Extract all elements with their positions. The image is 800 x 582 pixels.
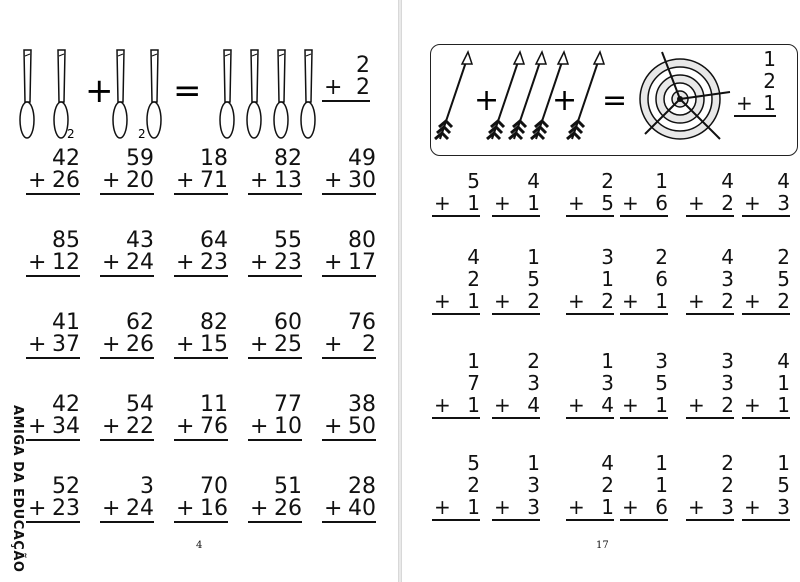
plus-sign: + <box>568 393 585 417</box>
addition-problem <box>170 476 228 523</box>
plus-sign: + <box>324 75 343 100</box>
addend-bottom: + 1 <box>428 192 480 214</box>
addition-problem <box>170 148 228 195</box>
addend: 42 <box>52 392 80 417</box>
addend-bottom: + 2 <box>682 192 734 214</box>
addend-bottom: + 2 <box>682 394 734 416</box>
addition-problem <box>738 350 790 419</box>
addend: 2 <box>721 451 734 475</box>
addend: 7 <box>467 371 480 395</box>
sum-line <box>734 115 776 117</box>
addend: 3 <box>721 267 734 291</box>
right-page <box>402 0 800 582</box>
addend: 4 <box>467 245 480 269</box>
plus-sign: + <box>250 414 269 439</box>
addend-bottom: + 1 <box>428 496 480 518</box>
addition-problem <box>22 312 80 359</box>
addition-problem <box>562 350 614 419</box>
sum-line <box>100 275 154 277</box>
addend: 1 <box>601 349 614 373</box>
plus-sign: + <box>28 168 47 193</box>
page-number-right: 17 <box>596 540 609 551</box>
addition-problem <box>738 170 790 217</box>
arrow-icon <box>435 52 472 139</box>
addend: 1 <box>763 47 776 71</box>
sum-line <box>492 313 540 315</box>
addend-bottom: + 23 <box>244 252 302 274</box>
plus-sign: + <box>688 495 705 519</box>
addend-bottom: + 71 <box>170 170 228 192</box>
sum-line <box>432 313 480 315</box>
plus-sign: + <box>434 393 451 417</box>
plus-sign: + <box>102 168 121 193</box>
addend: 1 <box>777 451 790 475</box>
addition-problem <box>488 350 540 419</box>
addition-problem <box>318 230 376 277</box>
sum-line <box>620 313 668 315</box>
sum-line <box>100 193 154 195</box>
addend-bottom: + 3 <box>488 496 540 518</box>
addend-bottom: + 13 <box>244 170 302 192</box>
sum-line <box>686 519 734 521</box>
plus-sign: + <box>744 393 761 417</box>
addition-problem <box>318 476 376 523</box>
sum-line <box>432 215 480 217</box>
addend: 2 <box>467 473 480 497</box>
addend: 3 <box>721 371 734 395</box>
addend-bottom: + 40 <box>318 498 376 520</box>
addend: 1 <box>601 267 614 291</box>
addend-bottom: + 23 <box>22 498 80 520</box>
addend: 3 <box>140 474 154 499</box>
addend: 1 <box>655 169 668 193</box>
plus-sign: + <box>552 83 578 118</box>
plus-sign: + <box>434 289 451 313</box>
addend-bottom: + 1 <box>562 496 614 518</box>
sum-line <box>566 313 614 315</box>
addend-bottom: + 1 <box>616 290 668 312</box>
addition-problem <box>616 246 668 315</box>
plus-sign: + <box>494 495 511 519</box>
addition-problem <box>318 394 376 441</box>
addend: 1 <box>527 245 540 269</box>
plus-sign: + <box>176 414 195 439</box>
addend: 4 <box>721 245 734 269</box>
addition-problem <box>488 452 540 521</box>
addend: 5 <box>467 169 480 193</box>
addend: 42 <box>52 146 80 171</box>
sum-line <box>322 100 370 102</box>
addition-problem <box>738 452 790 521</box>
plus-sign: + <box>474 83 500 118</box>
addend: 2 <box>655 245 668 269</box>
addition-problem <box>244 148 302 195</box>
sum-line <box>174 439 228 441</box>
spoon-icon <box>274 50 288 138</box>
plus-sign: + <box>176 496 195 521</box>
addend-bottom: + 24 <box>96 252 154 274</box>
sum-line <box>248 275 302 277</box>
addition-problem <box>244 312 302 359</box>
addend: 28 <box>348 474 376 499</box>
plus-sign: + <box>568 289 585 313</box>
addend-bottom: + 1 <box>488 192 540 214</box>
addend: 60 <box>274 310 302 335</box>
addend: 2 <box>527 349 540 373</box>
addend-bottom: + 26 <box>22 170 80 192</box>
addend: 43 <box>126 228 154 253</box>
plus-sign: + <box>434 191 451 215</box>
addend: 55 <box>274 228 302 253</box>
addend: 62 <box>126 310 154 335</box>
addend: 3 <box>721 349 734 373</box>
plus-sign: + <box>744 495 761 519</box>
addition-problem <box>616 452 668 521</box>
addition-problem <box>428 170 480 217</box>
spoon-count-label: 2 <box>138 127 146 141</box>
sum-line <box>26 357 80 359</box>
addend-bottom: + 34 <box>22 416 80 438</box>
addend-bottom: + 1 <box>428 394 480 416</box>
addition-problem <box>244 476 302 523</box>
side-credit-text: AMIGA DA EDUCAÇÃO <box>10 405 25 573</box>
addend-bottom: + 26 <box>96 334 154 356</box>
sum-line <box>174 193 228 195</box>
plus-sign: + <box>622 495 639 519</box>
sum-line <box>100 439 154 441</box>
sum-line <box>248 357 302 359</box>
addend-bottom: + 26 <box>244 498 302 520</box>
addend-bottom: + 37 <box>22 334 80 356</box>
sum-line <box>492 519 540 521</box>
sum-line <box>742 215 790 217</box>
plus-sign: + <box>434 495 451 519</box>
addend-bottom: + 25 <box>244 334 302 356</box>
addend: 2 <box>356 53 370 78</box>
addend: 49 <box>348 146 376 171</box>
sum-line <box>174 521 228 523</box>
addend-bottom: + 1 <box>428 290 480 312</box>
addend: 82 <box>200 310 228 335</box>
addend: 4 <box>601 451 614 475</box>
sum-line <box>248 521 302 523</box>
addend-bottom: + 2 <box>318 77 370 99</box>
addend: 70 <box>200 474 228 499</box>
sum-line <box>742 313 790 315</box>
addend-bottom: + 6 <box>616 496 668 518</box>
plus-sign: + <box>324 250 343 275</box>
addition-problem <box>318 55 370 102</box>
spoon-icon <box>20 50 34 138</box>
addition-problem <box>96 230 154 277</box>
sum-line <box>566 519 614 521</box>
plus-sign: + <box>744 191 761 215</box>
addend: 38 <box>348 392 376 417</box>
sum-line <box>248 439 302 441</box>
plus-sign: + <box>28 250 47 275</box>
plus-sign: + <box>324 332 343 357</box>
sum-line <box>566 215 614 217</box>
addend-bottom: + 2 <box>682 290 734 312</box>
addend-bottom: + 3 <box>682 496 734 518</box>
addend: 4 <box>777 349 790 373</box>
addend-bottom: + 76 <box>170 416 228 438</box>
addend-bottom: + 16 <box>170 498 228 520</box>
plus-sign: + <box>176 250 195 275</box>
addition-problem <box>682 350 734 419</box>
addend-bottom: + 1 <box>738 394 790 416</box>
addition-problem <box>428 350 480 419</box>
addend: 3 <box>527 473 540 497</box>
equals-sign: = <box>602 83 628 118</box>
addend-bottom: + 2 <box>318 334 376 356</box>
addend: 18 <box>200 146 228 171</box>
sum-line <box>566 417 614 419</box>
sum-line <box>686 215 734 217</box>
addition-problem <box>682 170 734 217</box>
addend: 1 <box>777 371 790 395</box>
addend-bottom: + 20 <box>96 170 154 192</box>
addend-bottom: + 3 <box>738 192 790 214</box>
sum-line <box>100 521 154 523</box>
addend-bottom: + 50 <box>318 416 376 438</box>
addend: 2 <box>601 473 614 497</box>
plus-sign: + <box>622 289 639 313</box>
addend-bottom: + 30 <box>318 170 376 192</box>
addend: 59 <box>126 146 154 171</box>
spoons-svg <box>15 40 315 150</box>
sum-line <box>620 417 668 419</box>
addend-bottom: + 1 <box>730 92 776 114</box>
plus-sign: + <box>324 414 343 439</box>
sum-line <box>322 357 376 359</box>
addition-problem <box>488 246 540 315</box>
plus-sign: + <box>324 168 343 193</box>
sum-line <box>174 357 228 359</box>
plus-sign: + <box>102 496 121 521</box>
addend-bottom: + 3 <box>738 496 790 518</box>
plus-sign: + <box>85 71 114 111</box>
addition-problem <box>96 148 154 195</box>
plus-sign: + <box>102 332 121 357</box>
sum-line <box>100 357 154 359</box>
addend-bottom: + 2 <box>738 290 790 312</box>
addend-bottom: + 2 <box>488 290 540 312</box>
addition-problem <box>170 312 228 359</box>
addend: 4 <box>777 169 790 193</box>
plus-sign: + <box>494 289 511 313</box>
addition-problem <box>244 230 302 277</box>
addend: 3 <box>601 245 614 269</box>
sum-line <box>742 519 790 521</box>
addend: 85 <box>52 228 80 253</box>
plus-sign: + <box>494 393 511 417</box>
addend: 2 <box>777 245 790 269</box>
addition-problem <box>738 246 790 315</box>
addend: 4 <box>721 169 734 193</box>
addend-bottom: + 12 <box>22 252 80 274</box>
addition-problem <box>428 452 480 521</box>
plus-sign: + <box>494 191 511 215</box>
spoon-icon <box>247 50 261 138</box>
addition-problem <box>318 148 376 195</box>
addend-bottom: + 24 <box>96 498 154 520</box>
sum-line <box>26 439 80 441</box>
addend: 4 <box>527 169 540 193</box>
plus-sign: + <box>250 250 269 275</box>
plus-sign: + <box>28 414 47 439</box>
addend: 1 <box>527 451 540 475</box>
sum-line <box>742 417 790 419</box>
sum-line <box>620 519 668 521</box>
addition-problem <box>96 394 154 441</box>
sum-line <box>432 519 480 521</box>
spoon-icon <box>113 50 127 138</box>
addend-bottom: + 1 <box>616 394 668 416</box>
addition-problem <box>22 476 80 523</box>
addition-problem <box>562 246 614 315</box>
addition-problem <box>22 148 80 195</box>
sum-line <box>620 215 668 217</box>
addend: 2 <box>601 169 614 193</box>
addend: 5 <box>527 267 540 291</box>
addend: 51 <box>274 474 302 499</box>
addend: 41 <box>52 310 80 335</box>
addend: 64 <box>200 228 228 253</box>
addition-problem <box>318 312 376 359</box>
plus-sign: + <box>688 191 705 215</box>
plus-sign: + <box>688 393 705 417</box>
addition-problem <box>488 170 540 217</box>
addition-problem <box>616 170 668 217</box>
addend-bottom: + 4 <box>488 394 540 416</box>
addend: 5 <box>467 451 480 475</box>
addition-problem <box>96 476 154 523</box>
plus-sign: + <box>568 191 585 215</box>
target-icon <box>640 52 730 139</box>
addition-problem <box>616 350 668 419</box>
equals-sign: = <box>173 71 202 111</box>
addend: 2 <box>763 69 776 93</box>
addition-problem <box>730 48 776 117</box>
plus-sign: + <box>736 91 753 115</box>
sum-line <box>322 521 376 523</box>
spoon-icon <box>147 50 161 138</box>
sum-line <box>322 275 376 277</box>
addend-bottom: + 22 <box>96 416 154 438</box>
spoon-icon <box>220 50 234 138</box>
spoon-icon <box>301 50 315 138</box>
addend: 11 <box>200 392 228 417</box>
addition-problem <box>428 246 480 315</box>
spoon-icon <box>54 50 68 138</box>
addend: 1 <box>655 451 668 475</box>
plus-sign: + <box>102 250 121 275</box>
plus-sign: + <box>28 496 47 521</box>
addend: 3 <box>527 371 540 395</box>
addend: 2 <box>721 473 734 497</box>
plus-sign: + <box>250 496 269 521</box>
addend: 3 <box>601 371 614 395</box>
addend-bottom: + 10 <box>244 416 302 438</box>
addition-problem <box>244 394 302 441</box>
addend: 2 <box>467 267 480 291</box>
addend: 77 <box>274 392 302 417</box>
plus-sign: + <box>250 168 269 193</box>
plus-sign: + <box>568 495 585 519</box>
addition-problem <box>562 170 614 217</box>
addend-bottom: + 4 <box>562 394 614 416</box>
sum-line <box>174 275 228 277</box>
sum-line <box>492 215 540 217</box>
addition-problem <box>682 246 734 315</box>
addition-problem <box>170 394 228 441</box>
sum-line <box>686 417 734 419</box>
addend-bottom: + 17 <box>318 252 376 274</box>
addend-bottom: + 5 <box>562 192 614 214</box>
addition-problem <box>96 312 154 359</box>
addend: 52 <box>52 474 80 499</box>
plus-sign: + <box>744 289 761 313</box>
addend: 5 <box>777 473 790 497</box>
sum-line <box>26 275 80 277</box>
spoon-count-label: 2 <box>67 127 75 141</box>
sum-line <box>248 193 302 195</box>
addend: 5 <box>655 371 668 395</box>
plus-sign: + <box>102 414 121 439</box>
sum-line <box>26 193 80 195</box>
addition-problem <box>682 452 734 521</box>
addend: 3 <box>655 349 668 373</box>
plus-sign: + <box>176 332 195 357</box>
addition-problem <box>562 452 614 521</box>
plus-sign: + <box>688 289 705 313</box>
sum-line <box>686 313 734 315</box>
left-page <box>0 0 398 582</box>
addend: 76 <box>348 310 376 335</box>
addition-problem <box>22 394 80 441</box>
addend: 1 <box>467 349 480 373</box>
plus-sign: + <box>250 332 269 357</box>
plus-sign: + <box>28 332 47 357</box>
addend-bottom: + 23 <box>170 252 228 274</box>
plus-sign: + <box>622 191 639 215</box>
addend: 6 <box>655 267 668 291</box>
plus-sign: + <box>622 393 639 417</box>
addition-problem <box>22 230 80 277</box>
addition-problem <box>170 230 228 277</box>
addend: 5 <box>777 267 790 291</box>
arrows-target-svg <box>430 44 760 154</box>
addend: 82 <box>274 146 302 171</box>
page-number-left: 4 <box>196 540 203 551</box>
addend-bottom: + 15 <box>170 334 228 356</box>
addend: 80 <box>348 228 376 253</box>
sum-line <box>322 193 376 195</box>
plus-sign: + <box>324 496 343 521</box>
addend-bottom: + 6 <box>616 192 668 214</box>
sum-line <box>322 439 376 441</box>
addend: 1 <box>655 473 668 497</box>
sum-line <box>26 521 80 523</box>
addend: 54 <box>126 392 154 417</box>
sum-line <box>432 417 480 419</box>
plus-sign: + <box>176 168 195 193</box>
sum-line <box>492 417 540 419</box>
addend-bottom: + 2 <box>562 290 614 312</box>
